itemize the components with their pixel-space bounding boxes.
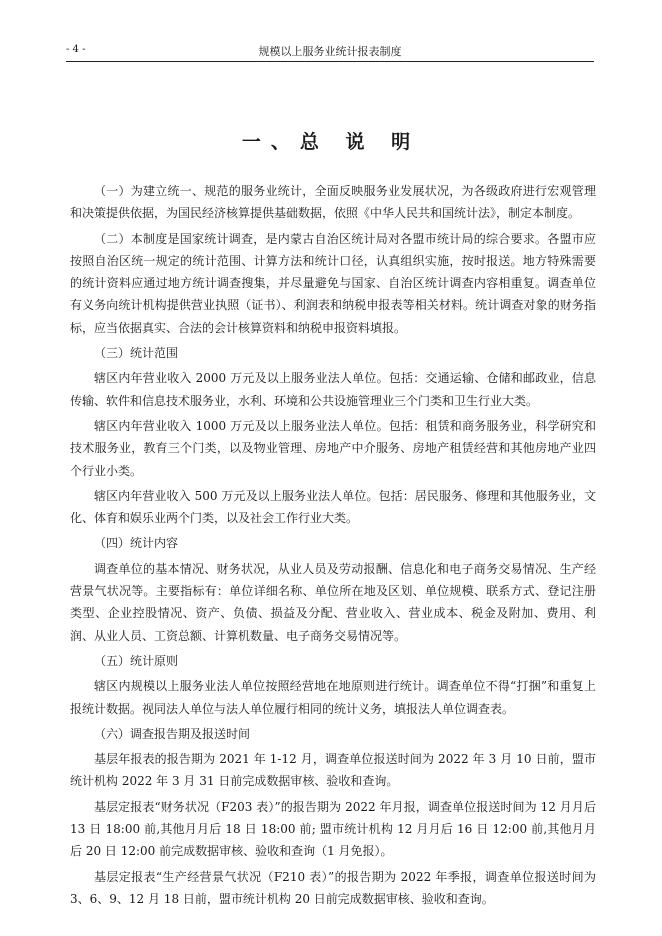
page-header	[66, 40, 594, 62]
heading-principle: （五）统计原则	[94, 653, 179, 668]
paragraph-principle: 辖区内规模以上服务业法人单位按照经营地在地原则进行统计。调查单位不得“打捆”和重复上报统计数据。视同法人单位与法人单位履行相同的统计义务，填报法人单位调查表。	[70, 679, 596, 716]
running-title: 规模以上服务业统计报表制度	[258, 45, 402, 58]
paragraph-period-1: 基层年报表的报告期为 2021 年 1-12 月，调查单位报送时间为 2022 年 3 月 10 日前，盟市统计机构 2022 年 3 月 31 日前完成数据审核、验收和查询。	[70, 752, 596, 789]
paragraph-scope-3: 辖区内年营业收入 500 万元及以上服务业法人单位。包括：居民服务、修理和其他服务业，文化、体育和娱乐业两个门类，以及社会工作行业大类。	[70, 488, 596, 526]
heading-period: （六）调查报告期及报送时间	[94, 726, 251, 741]
header-rule	[66, 61, 594, 62]
paragraph-nature: （二）本制度是国家统计调查，是内蒙古自治区统计局对各盟市统计局的综合要求。各盟市应按照自治区统一规定的统计范围、计算方法和统计口径，认真组织实施，按时报送。地方特殊需要的统计资料应通过地方统计调查搜集，并尽量避免与国家、自治区统计调查内容相重复。调查单位有义务向统计机构提供营业执照（证书）、利润表和纳税申报表等相关材料。统计调查对象的财务指标，应当依据真实、合法的会计核算资料和纳税申报资料填报。	[70, 231, 596, 335]
paragraph-period-2: 基层定报表“财务状况（F203 表）”的报告期为 2022 年月报，调查单位报送时间为 12 月月后 13 日 18:00 前,其他月月后 18 日 18:00 前; 盟市统计机构 12 月月后 16 日 12:00 前,其他月月后 20 日 12:00 前完成数据审核、验收和查询（1 月免报）。	[70, 799, 596, 859]
paragraph-period-3: 基层定报表“生产经营景气状况（F210 表）”的报告期为 2022 年季报，调查单位报送时间为 3、6、9、12 月 18 日前，盟市统计机构 20 日前完成数据审核、验收和查询。	[70, 869, 596, 906]
document-body	[70, 180, 596, 910]
heading-scope: （三）统计范围	[94, 346, 179, 361]
paragraph-scope-1: 辖区内年营业收入 2000 万元及以上服务业法人单位。包括：交通运输、仓储和邮政业，信息传输、软件和信息技术服务业，水利、环境和公共设施管理业三个门类和卫生行业大类。	[70, 371, 596, 408]
paragraph-content: 调查单位的基本情况、财务状况，从业人员及劳动报酬、信息化和电子商务交易情况、生产经营景气状况等。主要指标有：单位详细名称、单位所在地及区划、单位规模、联系方式、登记注册类型、企业控股情况、资产、负债、损益及分配、营业收入、营业成本、税金及附加、费用、利润、从业人员、工资总额、计算机数量、电子商务交易情况等。	[70, 561, 596, 643]
heading-content: （四）统计内容	[94, 536, 179, 551]
paragraph-purpose: （一）为建立统一、规范的服务业统计，全面反映服务业发展状况，为各级政府进行宏观管理和决策提供依据，为国民经济核算提供基础数据，依照《中华人民共和国统计法》，制定本制度。	[70, 184, 596, 221]
page-number: - 4 -	[66, 44, 86, 55]
paragraph-scope-2: 辖区内年营业收入 1000 万元及以上服务业法人单位。包括：租赁和商务服务业，科学研究和技术服务业，教育三个门类，以及物业管理、房地产中介服务、房地产租赁经营和其他房地产业四个行业小类。	[70, 418, 596, 478]
section-title: 一、总 说 明	[241, 131, 421, 153]
